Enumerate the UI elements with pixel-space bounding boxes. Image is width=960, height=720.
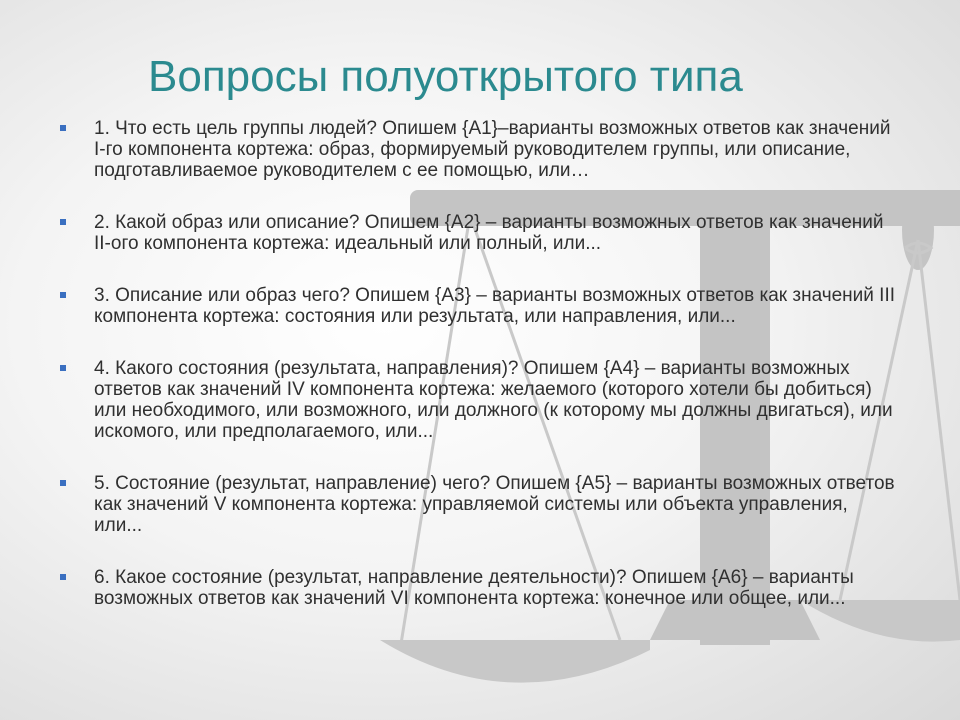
bullet-icon <box>60 480 66 486</box>
bullet-icon <box>60 574 66 580</box>
list-item <box>60 567 900 609</box>
slide-title: Вопросы полуоткрытого типа <box>148 52 743 101</box>
list-item-text: 4. Какого состояния (результата, направления)? Опишем {А4} – варианты возможных ответов как значений IV компонента кортежа: желаемого (которого хотели бы добиться) или необходимого, или возможного, или должного (к которому мы должны двигаться), или искомого, или предполагаемого, или... <box>94 358 893 442</box>
bullet-icon <box>60 292 66 298</box>
list-item-text: 5. Состояние (результат, направление) чего? Опишем {А5} – варианты возможных ответов как значений V компонента кортежа: управляемой системы или объекта управления, или... <box>94 473 895 536</box>
list-item-text: 3. Описание или образ чего? Опишем {А3} – варианты возможных ответов как значений III компонента кортежа: состояния или результата, или направления, или... <box>94 285 896 327</box>
bullet-icon <box>60 125 66 131</box>
list-item-text: 6. Какое состояние (результат, направление деятельности)? Опишем {А6} – варианты возможных ответов как значений VI компонента кортежа: конечное или общее, или... <box>94 567 854 609</box>
bullet-icon <box>60 365 66 371</box>
bullet-list <box>60 118 900 609</box>
list-item <box>60 358 900 442</box>
list-item <box>60 118 900 181</box>
list-item <box>60 473 900 536</box>
list-item <box>60 285 900 327</box>
list-item-text: 2. Какой образ или описание? Опишем {А2} – варианты возможных ответов как значений II-ого компонента кортежа: идеальный или полный, или... <box>94 212 884 254</box>
bullet-icon <box>60 219 66 225</box>
list-item <box>60 212 900 254</box>
list-item-text: 1. Что есть цель группы людей? Опишем {А1}–варианты возможных ответов как значений I-го компонента кортежа: образ, формируемый руководителем группы, или описание, подготавливаемое руководителем с ее помощью, или… <box>94 118 891 181</box>
